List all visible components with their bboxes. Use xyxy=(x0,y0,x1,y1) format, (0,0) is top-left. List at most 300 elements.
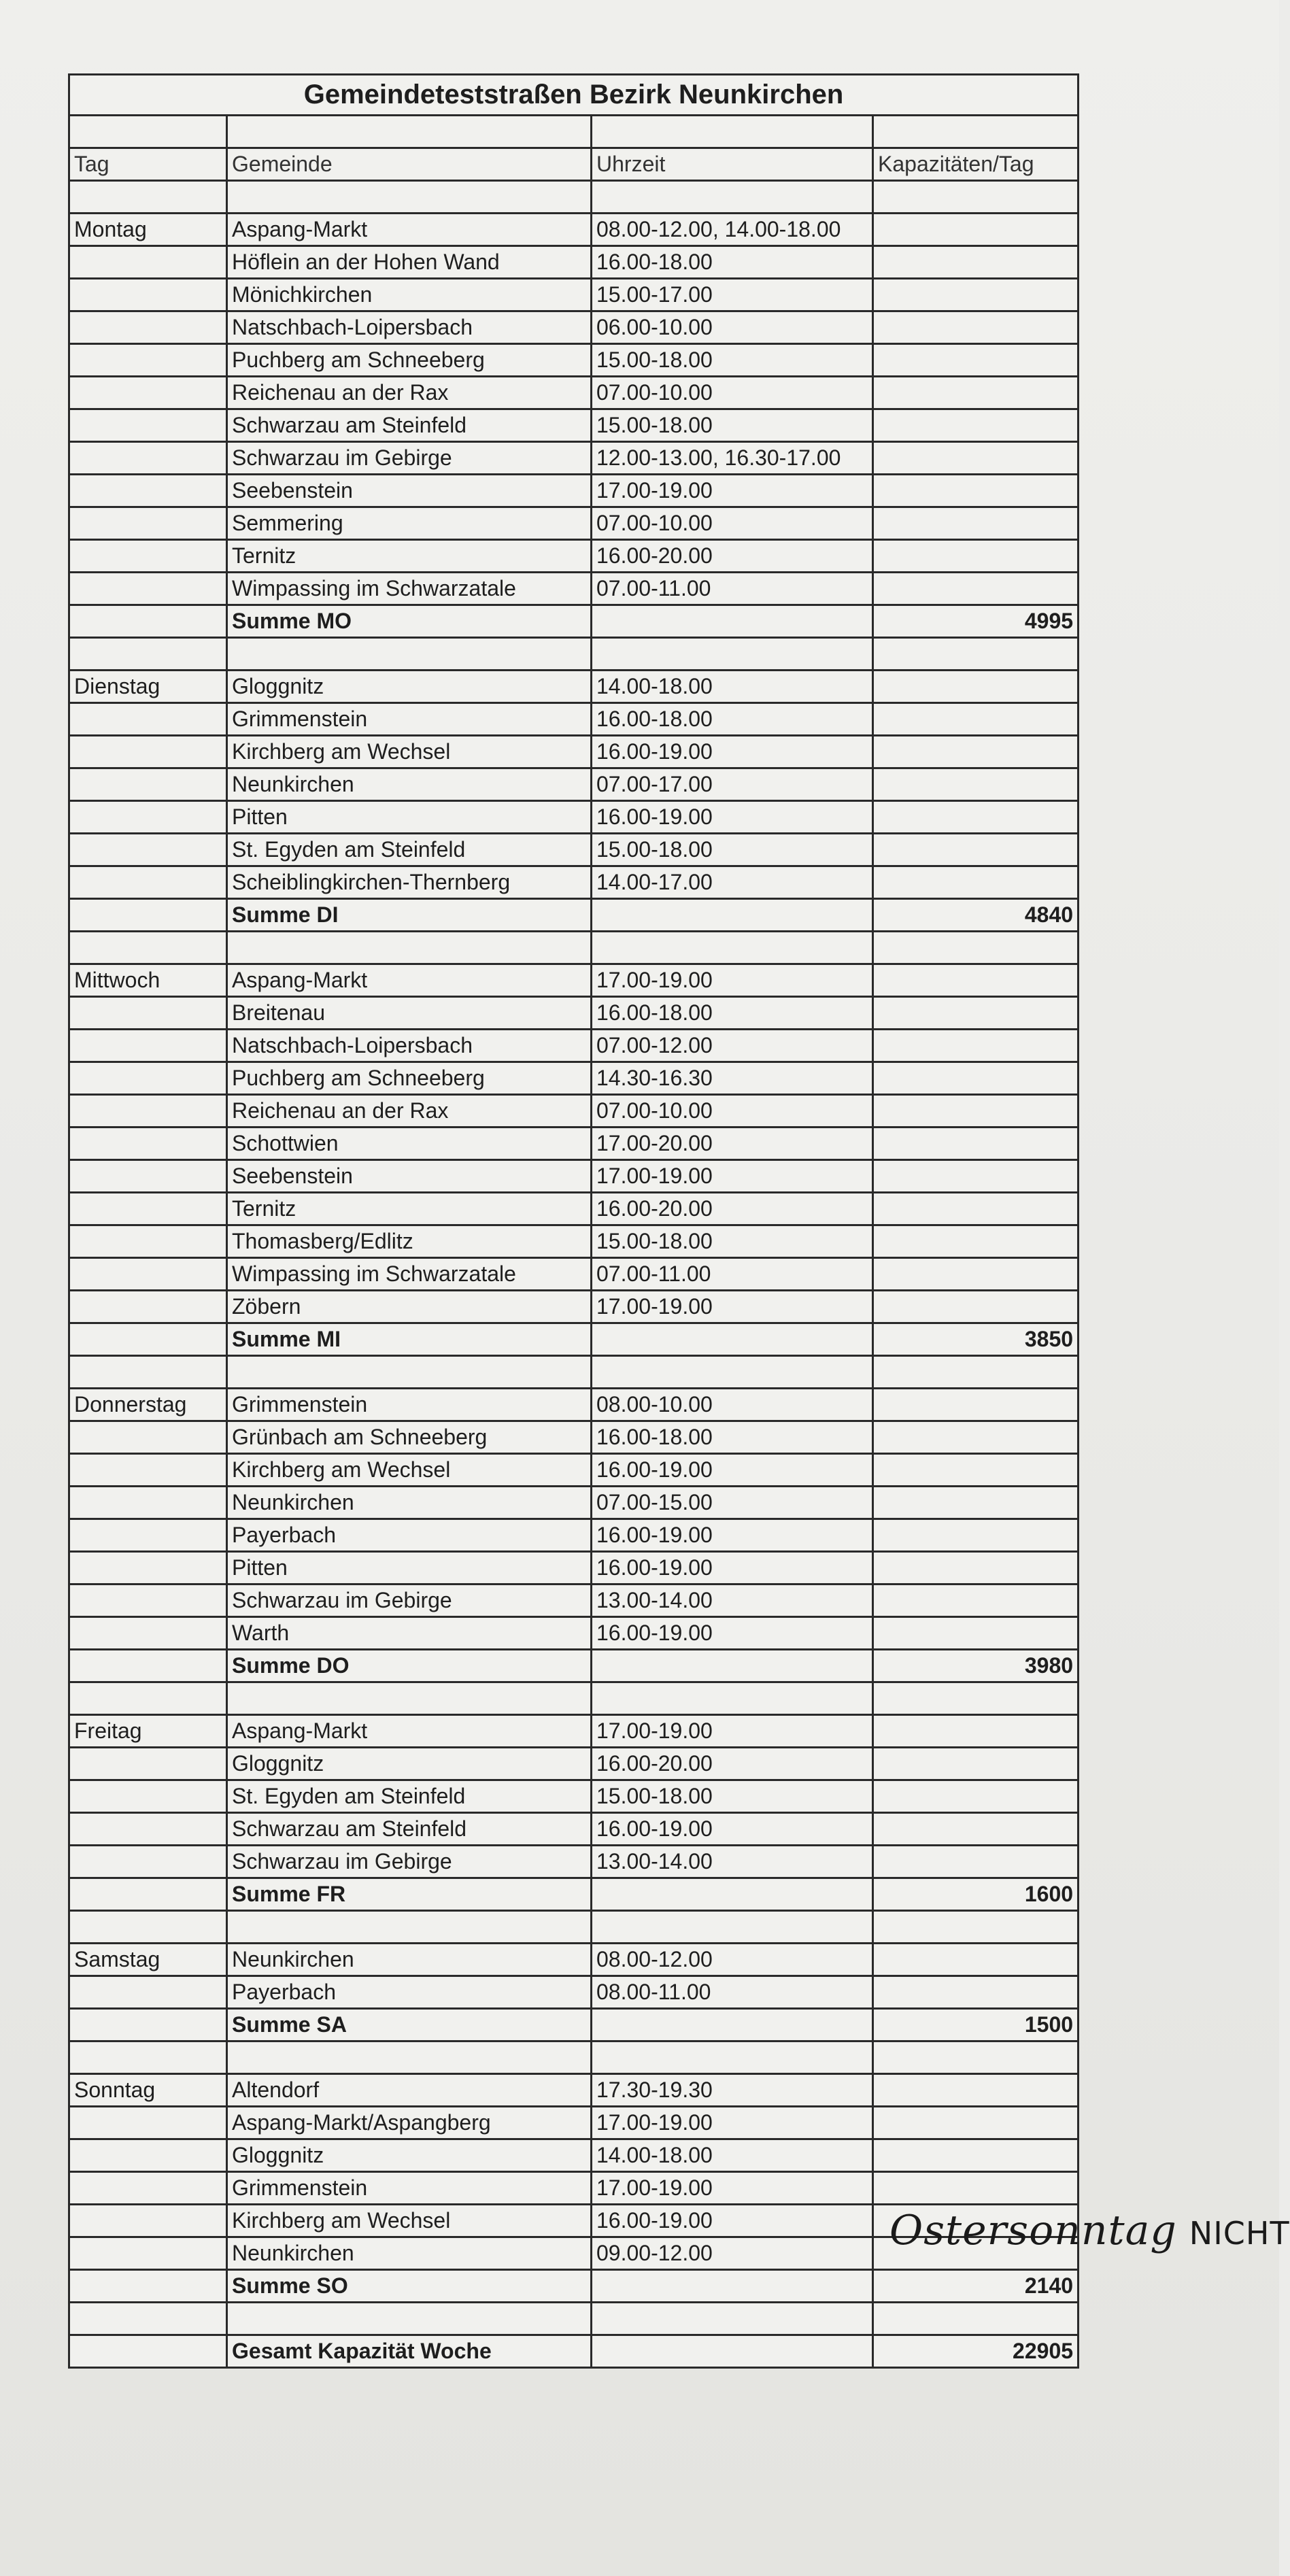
gemeinde-cell: Ternitz xyxy=(227,1193,592,1225)
empty-cell xyxy=(873,801,1079,834)
sum-value: 3980 xyxy=(873,1650,1079,1682)
gemeinde-cell: Kirchberg am Wechsel xyxy=(227,736,592,768)
empty-cell xyxy=(873,1617,1079,1650)
gemeinde-cell: Reichenau an der Rax xyxy=(227,377,592,409)
handwritten-note-caps: NICHT xyxy=(1189,2215,1290,2252)
handwritten-note-word: Ostersonntag xyxy=(889,2207,1177,2254)
empty-cell xyxy=(873,377,1079,409)
empty-cell xyxy=(69,344,227,377)
empty-cell xyxy=(873,1030,1079,1062)
empty-cell xyxy=(69,475,227,507)
empty-cell xyxy=(873,1584,1079,1617)
uhrzeit-cell: 16.00-20.00 xyxy=(592,540,873,573)
gemeinde-cell: Gloggnitz xyxy=(227,1748,592,1780)
table-row xyxy=(69,1617,1079,1650)
uhrzeit-cell: 16.00-20.00 xyxy=(592,1748,873,1780)
empty-cell xyxy=(873,1160,1079,1193)
gemeinde-cell: Reichenau an der Rax xyxy=(227,1095,592,1128)
gemeinde-cell: Aspang-Markt xyxy=(227,1715,592,1748)
empty-cell xyxy=(69,1878,227,1911)
empty-cell xyxy=(69,1062,227,1095)
gemeinde-cell: Wimpassing im Schwarzatale xyxy=(227,1258,592,1291)
empty-cell xyxy=(873,1193,1079,1225)
empty-cell xyxy=(873,1421,1079,1454)
empty-cell xyxy=(592,2303,873,2335)
empty-cell xyxy=(592,2270,873,2303)
uhrzeit-cell: 08.00-10.00 xyxy=(592,1389,873,1421)
empty-cell xyxy=(873,279,1079,311)
sum-row xyxy=(69,1650,1079,1682)
empty-cell xyxy=(873,2172,1079,2205)
column-header-uhrzeit: Uhrzeit xyxy=(592,148,873,181)
empty-cell xyxy=(592,1878,873,1911)
empty-cell xyxy=(69,2205,227,2237)
day-label: Samstag xyxy=(69,1944,227,1976)
empty-cell xyxy=(69,246,227,279)
gemeinde-cell: Schwarzau im Gebirge xyxy=(227,1846,592,1878)
uhrzeit-cell: 16.00-19.00 xyxy=(592,1454,873,1487)
empty-cell xyxy=(873,344,1079,377)
sum-label: Summe SO xyxy=(227,2270,592,2303)
uhrzeit-cell: 15.00-18.00 xyxy=(592,409,873,442)
uhrzeit-cell: 17.30-19.30 xyxy=(592,2074,873,2107)
gemeinde-cell: Schwarzau am Steinfeld xyxy=(227,1813,592,1846)
table-row xyxy=(69,1846,1079,1878)
sum-label: Summe SA xyxy=(227,2009,592,2041)
uhrzeit-cell: 16.00-19.00 xyxy=(592,1552,873,1584)
table-row xyxy=(69,540,1079,573)
empty-cell xyxy=(69,932,227,964)
gemeinde-cell: Natschbach-Loipersbach xyxy=(227,1030,592,1062)
table-row xyxy=(69,1976,1079,2009)
empty-cell xyxy=(69,1323,227,1356)
table-row xyxy=(69,1421,1079,1454)
uhrzeit-cell: 14.00-18.00 xyxy=(592,2139,873,2172)
empty-cell xyxy=(873,1225,1079,1258)
empty-cell xyxy=(69,2009,227,2041)
gemeinde-cell: Neunkirchen xyxy=(227,1944,592,1976)
empty-cell xyxy=(873,1715,1079,1748)
empty-cell xyxy=(227,1356,592,1389)
spacer-row xyxy=(69,116,1079,148)
empty-cell xyxy=(69,899,227,932)
gemeinde-cell: Altendorf xyxy=(227,2074,592,2107)
table-row xyxy=(69,1487,1079,1519)
uhrzeit-cell: 07.00-10.00 xyxy=(592,507,873,540)
empty-cell xyxy=(69,279,227,311)
empty-cell xyxy=(873,409,1079,442)
empty-cell xyxy=(69,1650,227,1682)
uhrzeit-cell: 07.00-10.00 xyxy=(592,1095,873,1128)
uhrzeit-cell: 17.00-19.00 xyxy=(592,1715,873,1748)
gemeinde-cell: Pitten xyxy=(227,1552,592,1584)
empty-cell xyxy=(69,1813,227,1846)
gemeinde-cell: Puchberg am Schneeberg xyxy=(227,1062,592,1095)
empty-cell xyxy=(69,1095,227,1128)
column-header-tag: Tag xyxy=(69,148,227,181)
empty-cell xyxy=(69,2172,227,2205)
table-row xyxy=(69,1944,1079,1976)
table-row xyxy=(69,1748,1079,1780)
table-row xyxy=(69,1225,1079,1258)
spacer-row xyxy=(69,2303,1079,2335)
empty-cell xyxy=(873,1519,1079,1552)
empty-cell xyxy=(873,703,1079,736)
empty-cell xyxy=(69,1291,227,1323)
empty-cell xyxy=(873,540,1079,573)
empty-cell xyxy=(592,1682,873,1715)
table-row xyxy=(69,1813,1079,1846)
empty-cell xyxy=(873,1487,1079,1519)
header-row xyxy=(69,148,1079,181)
empty-cell xyxy=(69,2107,227,2139)
gemeinde-cell: Grünbach am Schneeberg xyxy=(227,1421,592,1454)
empty-cell xyxy=(69,1160,227,1193)
empty-cell xyxy=(69,2335,227,2368)
uhrzeit-cell: 16.00-19.00 xyxy=(592,1519,873,1552)
uhrzeit-cell: 14.30-16.30 xyxy=(592,1062,873,1095)
sum-row xyxy=(69,1323,1079,1356)
table-row xyxy=(69,475,1079,507)
gemeinde-cell: Höflein an der Hohen Wand xyxy=(227,246,592,279)
gemeinde-cell: Thomasberg/Edlitz xyxy=(227,1225,592,1258)
table-row xyxy=(69,1552,1079,1584)
empty-cell xyxy=(69,1976,227,2009)
table-row xyxy=(69,1584,1079,1617)
page-title: Gemeindeteststraßen Bezirk Neunkirchen xyxy=(69,75,1079,116)
table-row xyxy=(69,246,1079,279)
empty-cell xyxy=(69,2237,227,2270)
sum-label: Summe FR xyxy=(227,1878,592,1911)
sum-value: 1500 xyxy=(873,2009,1079,2041)
gemeinde-cell: Wimpassing im Schwarzatale xyxy=(227,573,592,605)
table-row xyxy=(69,1128,1079,1160)
empty-cell xyxy=(873,1095,1079,1128)
uhrzeit-cell: 15.00-18.00 xyxy=(592,344,873,377)
uhrzeit-cell: 16.00-20.00 xyxy=(592,1193,873,1225)
gemeinde-cell: Schwarzau im Gebirge xyxy=(227,1584,592,1617)
empty-cell xyxy=(69,2139,227,2172)
empty-cell xyxy=(873,2139,1079,2172)
empty-cell xyxy=(69,377,227,409)
gemeinde-cell: Schwarzau im Gebirge xyxy=(227,442,592,475)
gemeinde-cell: Warth xyxy=(227,1617,592,1650)
empty-cell xyxy=(873,2303,1079,2335)
table-row xyxy=(69,311,1079,344)
sum-value: 4995 xyxy=(873,605,1079,638)
empty-cell xyxy=(873,834,1079,866)
schedule-table xyxy=(68,73,1079,2369)
gemeinde-cell: Semmering xyxy=(227,507,592,540)
day-label: Dienstag xyxy=(69,671,227,703)
gemeinde-cell: St. Egyden am Steinfeld xyxy=(227,1780,592,1813)
empty-cell xyxy=(873,638,1079,671)
empty-cell xyxy=(227,638,592,671)
gemeinde-cell: Schottwien xyxy=(227,1128,592,1160)
gemeinde-cell: Aspang-Markt xyxy=(227,964,592,997)
empty-cell xyxy=(227,1911,592,1944)
total-value: 22905 xyxy=(873,2335,1079,2368)
empty-cell xyxy=(69,997,227,1030)
gemeinde-cell: Puchberg am Schneeberg xyxy=(227,344,592,377)
uhrzeit-cell: 15.00-17.00 xyxy=(592,279,873,311)
uhrzeit-cell: 07.00-11.00 xyxy=(592,573,873,605)
table-row xyxy=(69,2172,1079,2205)
table-row xyxy=(69,377,1079,409)
empty-cell xyxy=(873,2074,1079,2107)
table-row xyxy=(69,214,1079,246)
uhrzeit-cell: 08.00-12.00, 14.00-18.00 xyxy=(592,214,873,246)
uhrzeit-cell: 06.00-10.00 xyxy=(592,311,873,344)
uhrzeit-cell: 17.00-19.00 xyxy=(592,475,873,507)
empty-cell xyxy=(69,736,227,768)
spacer-row xyxy=(69,181,1079,214)
gemeinde-cell: Seebenstein xyxy=(227,1160,592,1193)
uhrzeit-cell: 17.00-20.00 xyxy=(592,1128,873,1160)
empty-cell xyxy=(227,1682,592,1715)
uhrzeit-cell: 17.00-19.00 xyxy=(592,964,873,997)
uhrzeit-cell: 07.00-17.00 xyxy=(592,768,873,801)
empty-cell xyxy=(873,932,1079,964)
sum-value: 3850 xyxy=(873,1323,1079,1356)
sum-row xyxy=(69,899,1079,932)
day-label: Montag xyxy=(69,214,227,246)
empty-cell xyxy=(592,1650,873,1682)
empty-cell xyxy=(873,1748,1079,1780)
sum-value: 4840 xyxy=(873,899,1079,932)
empty-cell xyxy=(69,638,227,671)
sum-row xyxy=(69,2270,1079,2303)
gemeinde-cell: Ternitz xyxy=(227,540,592,573)
empty-cell xyxy=(873,1944,1079,1976)
empty-cell xyxy=(69,1421,227,1454)
sum-value: 2140 xyxy=(873,2270,1079,2303)
empty-cell xyxy=(873,2041,1079,2074)
empty-cell xyxy=(873,1389,1079,1421)
sum-row xyxy=(69,605,1079,638)
uhrzeit-cell: 16.00-19.00 xyxy=(592,2205,873,2237)
empty-cell xyxy=(873,671,1079,703)
day-label: Sonntag xyxy=(69,2074,227,2107)
empty-cell xyxy=(873,246,1079,279)
empty-cell xyxy=(873,866,1079,899)
day-label: Mittwoch xyxy=(69,964,227,997)
gemeinde-cell: Payerbach xyxy=(227,1519,592,1552)
gemeinde-cell: Zöbern xyxy=(227,1291,592,1323)
gemeinde-cell: Kirchberg am Wechsel xyxy=(227,2205,592,2237)
empty-cell xyxy=(592,2009,873,2041)
uhrzeit-cell: 16.00-19.00 xyxy=(592,736,873,768)
table-row xyxy=(69,834,1079,866)
gemeinde-cell: Mönichkirchen xyxy=(227,279,592,311)
gemeinde-cell: Seebenstein xyxy=(227,475,592,507)
day-label: Freitag xyxy=(69,1715,227,1748)
table-row xyxy=(69,1030,1079,1062)
gemeinde-cell: Scheiblingkirchen-Thernberg xyxy=(227,866,592,899)
table-row xyxy=(69,1193,1079,1225)
uhrzeit-cell: 17.00-19.00 xyxy=(592,1160,873,1193)
empty-cell xyxy=(873,1128,1079,1160)
empty-cell xyxy=(69,801,227,834)
spacer-row xyxy=(69,1911,1079,1944)
empty-cell xyxy=(873,214,1079,246)
table-row xyxy=(69,671,1079,703)
sum-label: Summe DO xyxy=(227,1650,592,1682)
uhrzeit-cell: 12.00-13.00, 16.30-17.00 xyxy=(592,442,873,475)
empty-cell xyxy=(69,866,227,899)
empty-cell xyxy=(592,2335,873,2368)
table-row xyxy=(69,1258,1079,1291)
empty-cell xyxy=(69,1193,227,1225)
empty-cell xyxy=(873,1846,1079,1878)
empty-cell xyxy=(873,1291,1079,1323)
table-row xyxy=(69,507,1079,540)
table-row xyxy=(69,1715,1079,1748)
table-row xyxy=(69,866,1079,899)
empty-cell xyxy=(873,1062,1079,1095)
empty-cell xyxy=(69,409,227,442)
uhrzeit-cell: 17.00-19.00 xyxy=(592,2107,873,2139)
total-label: Gesamt Kapazität Woche xyxy=(227,2335,592,2368)
spacer-row xyxy=(69,638,1079,671)
gemeinde-cell: Natschbach-Loipersbach xyxy=(227,311,592,344)
empty-cell xyxy=(69,834,227,866)
total-row xyxy=(69,2335,1079,2368)
empty-cell xyxy=(592,1911,873,1944)
uhrzeit-cell: 16.00-19.00 xyxy=(592,801,873,834)
day-label: Donnerstag xyxy=(69,1389,227,1421)
table-row xyxy=(69,1160,1079,1193)
empty-cell xyxy=(69,442,227,475)
uhrzeit-cell: 07.00-11.00 xyxy=(592,1258,873,1291)
uhrzeit-cell: 16.00-19.00 xyxy=(592,1813,873,1846)
empty-cell xyxy=(592,2041,873,2074)
empty-cell xyxy=(69,2041,227,2074)
empty-cell xyxy=(69,1780,227,1813)
table-row xyxy=(69,573,1079,605)
sum-label: Summe DI xyxy=(227,899,592,932)
empty-cell xyxy=(69,1584,227,1617)
empty-cell xyxy=(873,1682,1079,1715)
uhrzeit-cell: 08.00-11.00 xyxy=(592,1976,873,2009)
uhrzeit-cell: 16.00-18.00 xyxy=(592,246,873,279)
empty-cell xyxy=(69,1682,227,1715)
empty-cell xyxy=(873,768,1079,801)
empty-cell xyxy=(69,540,227,573)
sum-row xyxy=(69,1878,1079,1911)
gemeinde-cell: Kirchberg am Wechsel xyxy=(227,1454,592,1487)
column-header-gemeinde: Gemeinde xyxy=(227,148,592,181)
gemeinde-cell: Grimmenstein xyxy=(227,2172,592,2205)
table-row xyxy=(69,1062,1079,1095)
uhrzeit-cell: 14.00-17.00 xyxy=(592,866,873,899)
uhrzeit-cell: 16.00-18.00 xyxy=(592,703,873,736)
gemeinde-cell: Breitenau xyxy=(227,997,592,1030)
empty-cell xyxy=(873,1976,1079,2009)
empty-cell xyxy=(69,1258,227,1291)
empty-cell xyxy=(592,1323,873,1356)
table-row xyxy=(69,1519,1079,1552)
empty-cell xyxy=(873,1813,1079,1846)
empty-cell xyxy=(592,638,873,671)
table-row xyxy=(69,1095,1079,1128)
empty-cell xyxy=(873,1258,1079,1291)
table-row xyxy=(69,344,1079,377)
table-row xyxy=(69,2107,1079,2139)
empty-cell xyxy=(69,1128,227,1160)
uhrzeit-cell: 09.00-12.00 xyxy=(592,2237,873,2270)
sum-value: 1600 xyxy=(873,1878,1079,1911)
uhrzeit-cell: 13.00-14.00 xyxy=(592,1846,873,1878)
uhrzeit-cell: 17.00-19.00 xyxy=(592,1291,873,1323)
empty-cell xyxy=(69,1552,227,1584)
empty-cell xyxy=(873,964,1079,997)
table-row xyxy=(69,1291,1079,1323)
empty-cell xyxy=(873,311,1079,344)
empty-cell xyxy=(592,899,873,932)
table-row xyxy=(69,2074,1079,2107)
gemeinde-cell: Neunkirchen xyxy=(227,1487,592,1519)
gemeinde-cell: Payerbach xyxy=(227,1976,592,2009)
spacer-row xyxy=(69,1356,1079,1389)
spacer-row xyxy=(69,1682,1079,1715)
empty-cell xyxy=(227,932,592,964)
uhrzeit-cell: 07.00-15.00 xyxy=(592,1487,873,1519)
uhrzeit-cell: 16.00-19.00 xyxy=(592,1617,873,1650)
empty-cell xyxy=(873,442,1079,475)
gemeinde-cell: Aspang-Markt xyxy=(227,214,592,246)
uhrzeit-cell: 07.00-10.00 xyxy=(592,377,873,409)
empty-cell xyxy=(873,736,1079,768)
table-row xyxy=(69,279,1079,311)
handwritten-note xyxy=(889,2207,1290,2254)
gemeinde-cell: St. Egyden am Steinfeld xyxy=(227,834,592,866)
empty-cell xyxy=(873,507,1079,540)
column-header-kapazitaet: Kapazitäten/Tag xyxy=(873,148,1079,181)
empty-cell xyxy=(69,1748,227,1780)
table-row xyxy=(69,964,1079,997)
empty-cell xyxy=(69,1487,227,1519)
empty-cell xyxy=(69,1519,227,1552)
gemeinde-cell: Grimmenstein xyxy=(227,1389,592,1421)
empty-cell xyxy=(873,2107,1079,2139)
uhrzeit-cell: 16.00-18.00 xyxy=(592,997,873,1030)
uhrzeit-cell: 15.00-18.00 xyxy=(592,1780,873,1813)
uhrzeit-cell: 16.00-18.00 xyxy=(592,1421,873,1454)
table-row xyxy=(69,736,1079,768)
empty-cell xyxy=(873,1454,1079,1487)
empty-cell xyxy=(69,1911,227,1944)
empty-cell xyxy=(69,507,227,540)
empty-cell xyxy=(69,2303,227,2335)
empty-cell xyxy=(873,475,1079,507)
empty-cell xyxy=(873,1780,1079,1813)
sum-row xyxy=(69,2009,1079,2041)
sum-label: Summe MO xyxy=(227,605,592,638)
gemeinde-cell: Neunkirchen xyxy=(227,768,592,801)
gemeinde-cell: Aspang-Markt/Aspangberg xyxy=(227,2107,592,2139)
empty-cell xyxy=(592,1356,873,1389)
empty-cell xyxy=(592,932,873,964)
gemeinde-cell: Schwarzau am Steinfeld xyxy=(227,409,592,442)
empty-cell xyxy=(69,703,227,736)
spacer-row xyxy=(69,932,1079,964)
empty-cell xyxy=(69,1454,227,1487)
title-row xyxy=(69,75,1079,116)
gemeinde-cell: Neunkirchen xyxy=(227,2237,592,2270)
uhrzeit-cell: 15.00-18.00 xyxy=(592,1225,873,1258)
uhrzeit-cell: 07.00-12.00 xyxy=(592,1030,873,1062)
